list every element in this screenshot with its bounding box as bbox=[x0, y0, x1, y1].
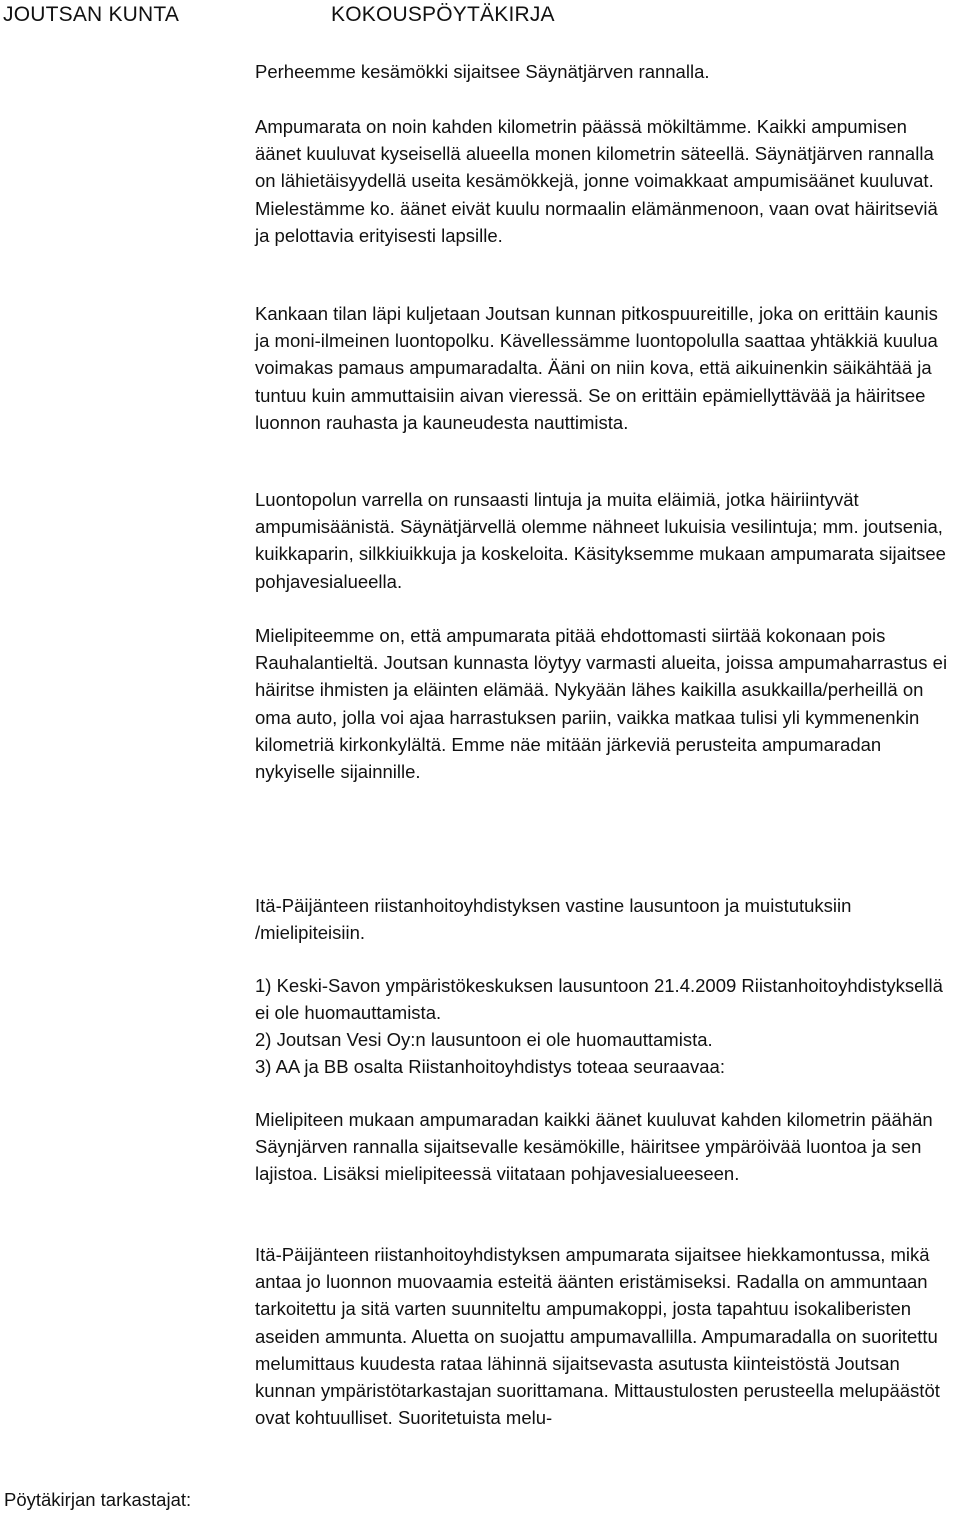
paragraph-cottage: Perheemme kesämökki sijaitsee Säynätjärven rannalla. bbox=[255, 61, 710, 82]
document-type: KOKOUSPÖYTÄKIRJA bbox=[331, 3, 555, 26]
reviewers-label: Pöytäkirjan tarkastajat: bbox=[4, 1489, 192, 1510]
response-item-1: 1) Keski-Savon ympäristökeskuksen lausuntoon 21.4.2009 Riistanhoitoyhdistyksellä ei ole huomauttamista. bbox=[255, 975, 943, 1024]
paragraph-shooting-noise: Ampumarata on noin kahden kilometrin päässä mökiltämme. Kaikki ampumisen äänet kuuluvat kyseisellä alueella monen kilometrin säteellä. Säynätjärven rannalla on lähietäisyydellä useita kesämökkejä, jonne voimakkaat ampumisäänet kuuluvat. Mielestämme ko. äänet eivät kuulu normaalin elämänmenoon, vaan ovat häiritseviä ja pelottavia erityisesti lapsille. bbox=[255, 116, 938, 246]
page-header bbox=[0, 0, 960, 40]
paragraph-range-description: Itä-Päijänteen riistanhoitoyhdistyksen ampumarata sijaitsee hiekkamontussa, mikä antaa jo luonnon muovaamia esteitä äänten eristämiseksi. Radalla on ammuntaan tarkoitettu ja sitä varten suunniteltu ampumakoppi, josta tapahtuu isokaliberisten aseiden ammunta. Aluetta on suojattu ampumavallilla. Ampumaradalla on suoritettu melumittaus kuudesta rataa lähinnä sijaitsevasta asutusta kiinteistöstä Joutsan kunnan ympäristötarkastajan suorittamana. Mittaustulosten perusteella melupäästöt ovat kohtuulliset. Suoritetuista melu- bbox=[255, 1244, 940, 1429]
response-item-3: 3) AA ja BB osalta Riistanhoitoyhdistys toteaa seuraavaa: bbox=[255, 1056, 725, 1077]
paragraph-relocation-opinion: Mielipiteemme on, että ampumarata pitää ehdottomasti siirtää kokonaan pois Rauhalantieltä. Joutsan kunnasta löytyy varmasti alueita, joissa ampumaharrastus ei häiritse ihmisten ja eläinten elämää. Nykyään lähes kaikilla asukkailla/perheillä on oma auto, jolla voi ajaa harrastuksen pariin, vaikka matkaa tulisi yli kymmenenkin kilometriä kirkonkylältä. Emme näe mitään järkeviä perusteita ampumaradan nykyiselle sijainnille. bbox=[255, 625, 948, 783]
section-response-title: Itä-Päijänteen riistanhoitoyhdistyksen vastine lausuntoon ja muistutuksiin /mielipiteisiin. bbox=[255, 895, 852, 944]
response-item-2: 2) Joutsan Vesi Oy:n lausuntoon ei ole huomauttamista. bbox=[255, 1029, 713, 1050]
paragraph-opinion-summary: Mielipiteen mukaan ampumaradan kaikki äänet kuuluvat kahden kilometrin päähän Säynjärven rannalla sijaitsevalle kesämökille, häiritsee ympäröivää luontoa ja sen lajistoa. Lisäksi mielipiteessä viitataan pohjavesialueeseen. bbox=[255, 1109, 933, 1185]
paragraph-birds-groundwater: Luontopolun varrella on runsaasti lintuja ja muita eläimiä, jotka häiriintyvät ampumisäänistä. Säynätjärvellä olemme nähneet lukuisia vesilintuja; mm. joutsenia, kuikkaparin, silkkiuikkuja ja koskeloita. Käsityksemme mukaan ampumarata sijaitsee pohjavesialueella. bbox=[255, 489, 946, 592]
organization-name: JOUTSAN KUNTA bbox=[3, 3, 180, 26]
paragraph-nature-trail: Kankaan tilan läpi kuljetaan Joutsan kunnan pitkospuureitille, joka on erittäin kaunis ja moni-ilmeinen luontopolku. Kävellessämme luontopolulla saattaa yhtäkkiä kuulua voimakas pamaus ampumaradalta. Ääni on niin kova, että aikuinenkin säikähtää ja tuntuu kuin ammuttaisiin aivan vieressä. Se on erittäin epämiellyttävää ja häiritsee luonnon rauhasta ja kauneudesta nauttimista. bbox=[255, 303, 938, 433]
